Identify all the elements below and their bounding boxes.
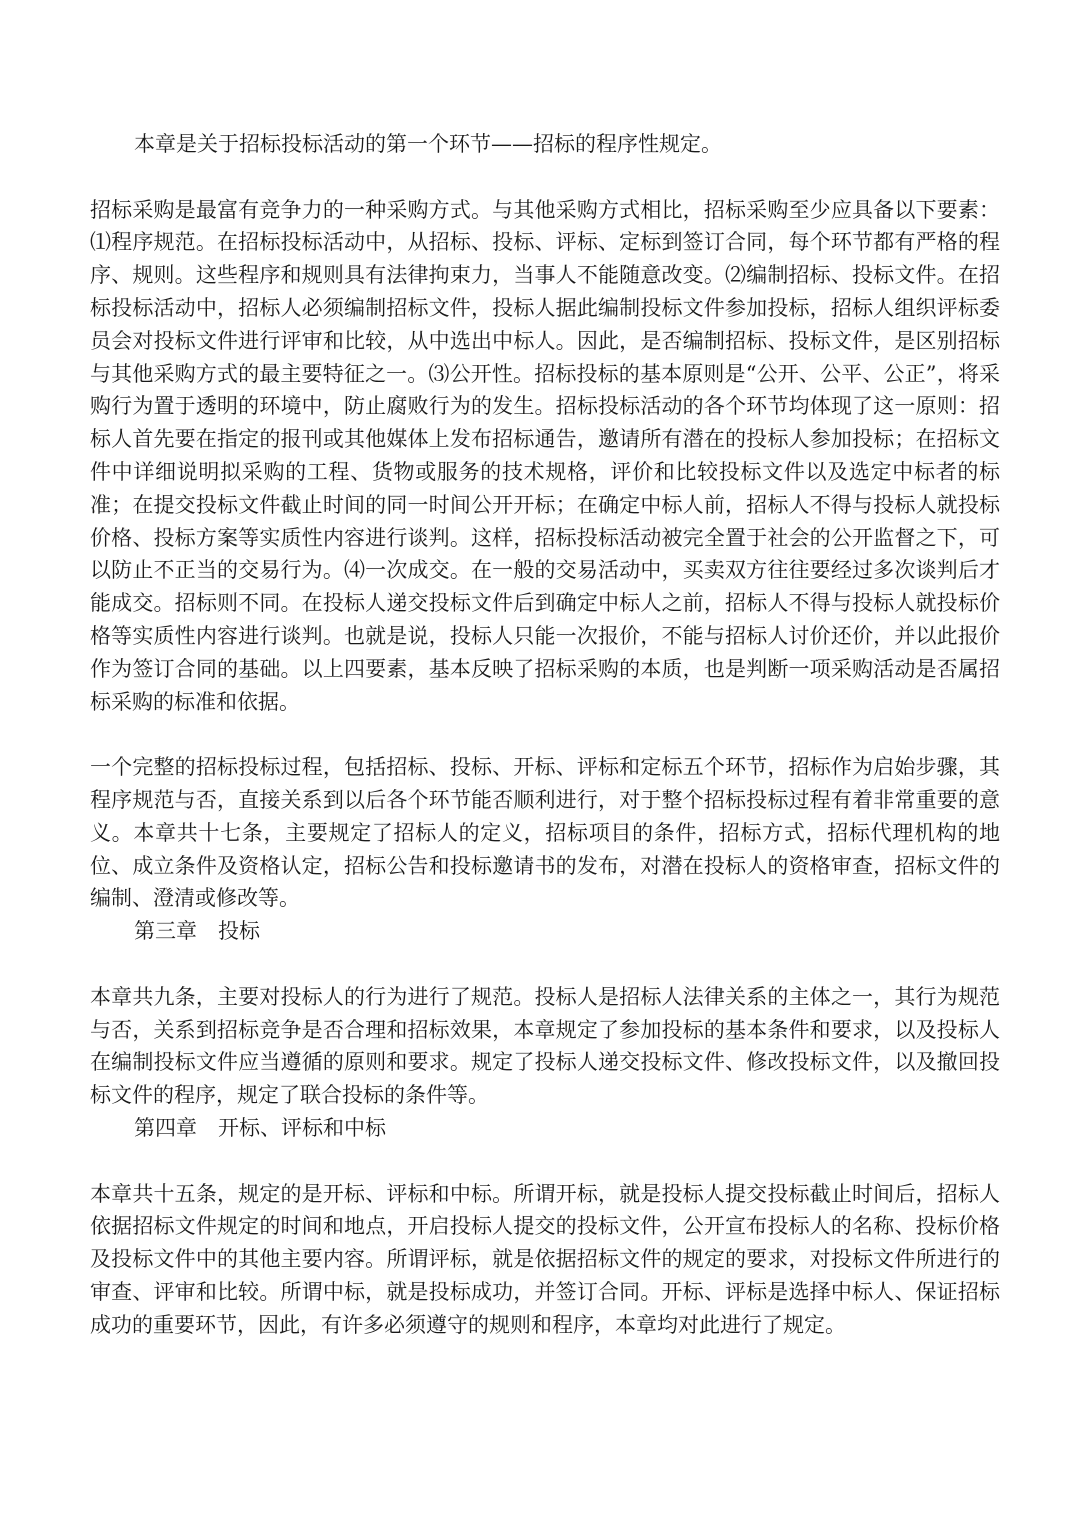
paragraph-gap	[90, 718, 1000, 751]
paragraph-gap	[90, 1145, 1000, 1178]
process-paragraph: 一个完整的招标投标过程，包括招标、投标、开标、评标和定标五个环节，招标作为启始步骤，其程序规范与否，直接关系到以后各个环节能否顺利进行，对于整个招标投标过程有着非常重要的意义。本章共十七条，主要规定了招标人的定义，招标项目的条件，招标方式，招标代理机构的地位、成立条件及资格认定，招标公告和投标邀请书的发布，对潜在投标人的资格审查，招标文件的编制、澄清或修改等。	[90, 755, 1000, 911]
document-page	[90, 128, 1000, 1341]
paragraph-gap	[90, 161, 1000, 194]
chapter-4-heading: 第四章 开标、评标和中标	[134, 1115, 386, 1140]
chapter-4-paragraph: 本章共十五条，规定的是开标、评标和中标。所谓开标，就是投标人提交投标截止时间后，招标人依据招标文件规定的时间和地点，开启投标人提交的投标文件，公开宣布投标人的名称、投标价格及投标文件中的其他主要内容。所谓评标，就是依据招标文件的规定的要求，对投标文件所进行的审查、评审和比较。所谓中标，就是投标成功，并签订合同。开标、评标是选择中标人、保证招标成功的重要环节，因此，有许多必须遵守的规则和程序，本章均对此进行了规定。	[90, 1181, 1000, 1337]
intro-paragraph: 本章是关于招标投标活动的第一个环节——招标的程序性规定。	[134, 132, 722, 156]
procurement-paragraph: 招标采购是最富有竞争力的一种采购方式。与其他采购方式相比，招标采购至少应具备以下要素：⑴程序规范。在招标投标活动中，从招标、投标、评标、定标到签订合同，每个环节都有严格的程序、规则。这些程序和规则具有法律拘束力，当事人不能随意改变。⑵编制招标、投标文件。在招标投标活动中，招标人必须编制招标文件，投标人据此编制投标文件参加投标，招标人组织评标委员会对投标文件进行评审和比较，从中选出中标人。因此，是否编制招标、投标文件，是区别招标与其他采购方式的最主要特征之一。⑶公开性。招标投标的基本原则是“公开、公平、公正”，将采购行为置于透明的环境中，防止腐败行为的发生。招标投标活动的各个环节均体现了这一原则：招标人首先要在指定的报刊或其他媒体上发布招标通告，邀请所有潜在的投标人参加投标；在招标文件中详细说明拟采购的工程、货物或服务的技术规格，评价和比较投标文件以及选定中标者的标准；在提交投标文件截止时间的同一时间公开开标；在确定中标人前，招标人不得与投标人就投标价格、投标方案等实质性内容进行谈判。这样，招标投标活动被完全置于社会的公开监督之下，可以防止不正当的交易行为。⑷一次成交。在一般的交易活动中，买卖双方往往要经过多次谈判后才能成交。招标则不同。在投标人递交投标文件后到确定中标人之前，招标人不得与投标人就投标价格等实质性内容进行谈判。也就是说，投标人只能一次报价，不能与招标人讨价还价，并以此报价作为签订合同的基础。以上四要素，基本反映了招标采购的本质，也是判断一项采购活动是否属招标采购的标准和依据。	[90, 197, 1000, 714]
paragraph-gap	[90, 948, 1000, 981]
chapter-3-heading: 第三章 投标	[134, 919, 260, 944]
chapter-3-paragraph: 本章共九条，主要对投标人的行为进行了规范。投标人是招标人法律关系的主体之一，其行为规范与否，关系到招标竞争是否合理和招标效果，本章规定了参加投标的基本条件和要求，以及投标人在编制投标文件应当遵循的原则和要求。规定了投标人递交投标文件、修改投标文件，以及撤回投标文件的程序，规定了联合投标的条件等。	[90, 984, 1000, 1108]
